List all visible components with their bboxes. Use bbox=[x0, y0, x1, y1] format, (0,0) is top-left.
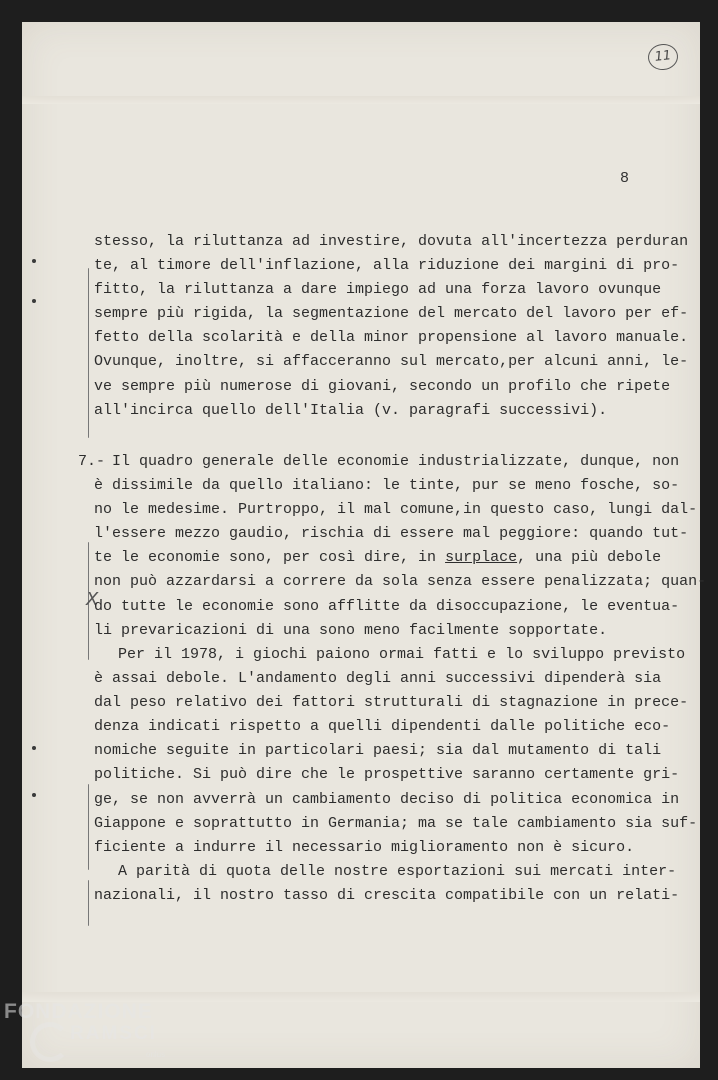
paragraph-1 bbox=[94, 230, 689, 423]
margin-bracket bbox=[88, 784, 89, 870]
text-line: denza indicati rispetto a quelli dipendenti dalle politiche eco- bbox=[94, 718, 671, 736]
page-number: 8 bbox=[620, 170, 630, 187]
fold-line-top bbox=[22, 96, 700, 104]
text-line: non può azzardarsi a correre da sola senza essere penalizzata; quan- bbox=[94, 573, 707, 591]
text-line: nazionali, il nostro tasso di crescita compatibile con un relati- bbox=[94, 887, 680, 905]
text-line: Per il 1978, i giochi paiono ormai fatti e lo sviluppo previsto bbox=[118, 646, 686, 663]
margin-cross-mark: X bbox=[86, 589, 99, 610]
text-line: è assai debole. L'andamento degli anni successivi dipenderà sia bbox=[94, 670, 662, 688]
text-line: stesso, la riluttanza ad investire, dovuta all'incertezza perduran bbox=[94, 233, 689, 250]
text-line: Ovunque, inoltre, si affacceranno sul mercato,per alcuni anni, le- bbox=[94, 353, 689, 371]
paragraph-2 bbox=[94, 450, 707, 643]
text-line: l'essere mezzo gaudio, rischia di essere mal peggiore: quando tut- bbox=[94, 525, 689, 543]
text-line: A parità di quota delle nostre esportazioni sui mercati inter- bbox=[118, 863, 677, 880]
text-line: dal peso relativo dei fattori strutturali di stagnazione in prece- bbox=[94, 694, 689, 712]
text-line: politiche. Si può dire che le prospettive saranno certamente gri- bbox=[94, 766, 680, 784]
paragraph-4 bbox=[94, 860, 680, 908]
text-line: te, al timore dell'inflazione, alla riduzione dei margini di pro- bbox=[94, 257, 680, 275]
archive-number-stamp: 11 bbox=[647, 43, 680, 72]
text-line: fetto della scolarità e della minor propensione al lavoro manuale. bbox=[94, 329, 689, 347]
text-line: ficiente a indurre il necessario miglioramento non è sicuro. bbox=[94, 838, 635, 856]
margin-bracket bbox=[88, 880, 89, 926]
text-line: all'incirca quello dell'Italia (v. paragrafi successivi). bbox=[94, 401, 608, 419]
text-line: sempre più rigida, la segmentazione del mercato del lavoro per ef- bbox=[94, 305, 689, 323]
punch-hole bbox=[32, 299, 36, 303]
text-line: nomiche seguite in particolari paesi; sia dal mutamento di tali bbox=[94, 742, 662, 760]
section-number: 7.- bbox=[78, 453, 106, 470]
watermark-logo-g-icon bbox=[30, 1022, 70, 1062]
punch-hole bbox=[32, 793, 36, 797]
text-line: Il quadro generale delle economie industrializzate, dunque, non bbox=[112, 453, 680, 470]
punch-hole bbox=[32, 259, 36, 263]
text-line: è dissimile da quello italiano: le tinte, pur se meno fosche, so- bbox=[94, 477, 680, 495]
text-line: fitto, la riluttanza a dare impiego ad una forza lavoro ovunque bbox=[94, 281, 662, 299]
punch-hole bbox=[32, 746, 36, 750]
text-line: ge, se non avverrà un cambiamento deciso di politica economica in bbox=[94, 790, 680, 808]
text-line: no le medesime. Purtroppo, il mal comune,in questo caso, lungi dal- bbox=[94, 501, 698, 519]
document-page bbox=[22, 22, 707, 1068]
watermark-logo-line1: FONDAZIONE bbox=[4, 1000, 153, 1023]
paragraph-3 bbox=[94, 643, 698, 860]
text-line: do tutte le economie sono afflitte da disoccupazione, le eventua- bbox=[94, 597, 680, 615]
watermark-logo-suffix: onlus bbox=[146, 1050, 166, 1059]
text-line: li prevaricazioni di una sono meno facilmente sopportate. bbox=[94, 621, 608, 639]
text-line: Giappone e soprattutto in Germania; ma se tale cambiamento sia suf- bbox=[94, 814, 698, 832]
text-line: te le economie sono, per così dire, in surplace, una più debole bbox=[94, 549, 662, 567]
watermark-logo-line2: RAMSCI bbox=[70, 1023, 157, 1044]
margin-bracket bbox=[88, 268, 89, 438]
text-line: ve sempre più numerose di giovani, secondo un profilo che ripete bbox=[94, 377, 671, 395]
